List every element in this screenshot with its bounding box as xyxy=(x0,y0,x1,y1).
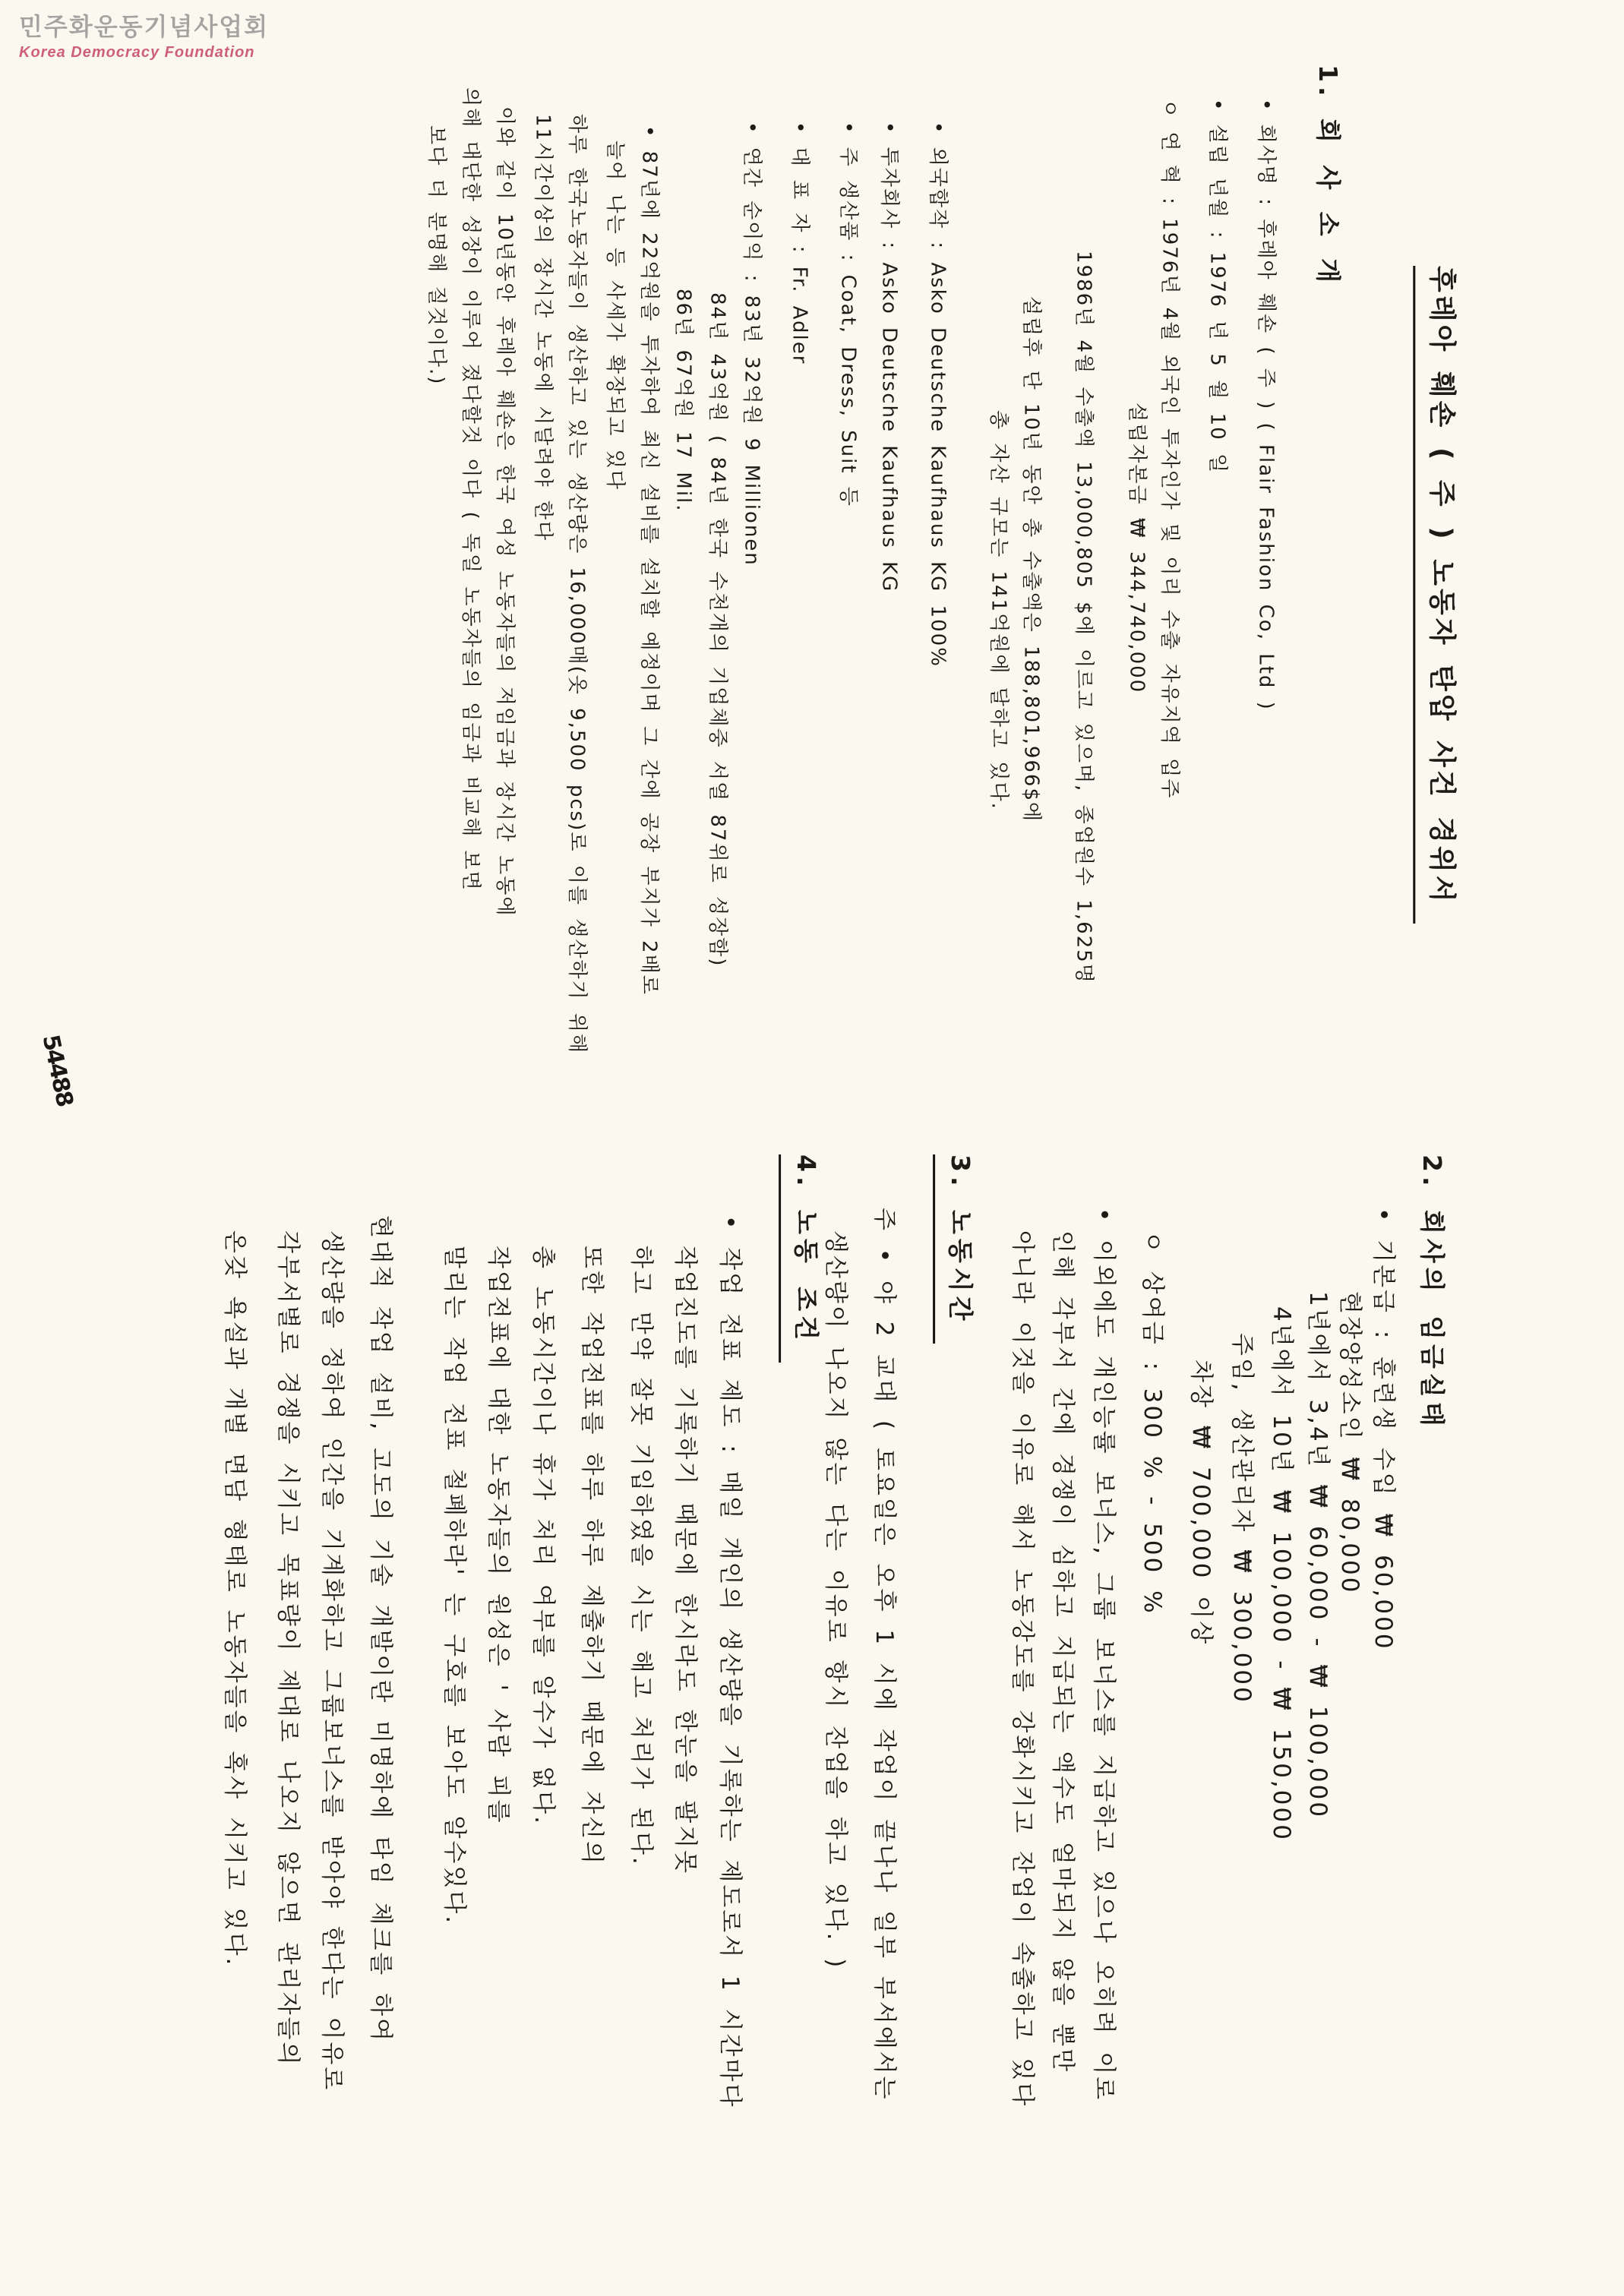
document-line: ㅇ 상여금 : 300 % - 500 % xyxy=(1138,1230,1166,1615)
document-line: 4년에서 10년 ₩ 100,000 - ₩ 150,000 xyxy=(1267,1306,1295,1842)
document-line: 1986년 4월 수출액 13,000,805 $에 이르고 있으며, 종업원수 1,625명 xyxy=(1072,251,1095,984)
document-line: 하고 만약 잘못 기입하였을 시는 해고 처리가 된다. xyxy=(627,1246,655,1867)
section-heading-4: 4. 노동 조건 xyxy=(779,1154,826,1363)
document-line: 늘어 나는 등 사세가 확장되고 있다 xyxy=(603,141,627,491)
document-line: • 대 표 자 : Fr. Adler xyxy=(788,122,811,365)
document-line: • 87년에 22억원을 투자하여 최신 설비를 설치할 예정이며 그 간에 공장 부지가 2배로 xyxy=(637,125,661,996)
document-line: • 기본급 : 훈련생 수입 ₩ 60,000 xyxy=(1369,1208,1397,1651)
document-line: • 설립 년월 : 1976 년 5 월 10 일 xyxy=(1205,99,1229,475)
document-line: 차장 ₩ 700,000 이상 xyxy=(1186,1360,1215,1647)
document-line: • 외국합작 : Asko Deutsche Kaufhaus KG 100% xyxy=(926,122,949,668)
archive-number: 54488 xyxy=(36,1032,78,1108)
document-line: 현장양성소인 ₩ 80,000 xyxy=(1335,1291,1363,1595)
document-line: 총 노동시간이나 휴가 처리 여부를 알수가 없다. xyxy=(529,1246,557,1826)
document-line: 1년에서 3,4년 ₩ 60,000 - ₩ 100,000 xyxy=(1303,1291,1332,1820)
document-title: 후레아 훼숀 ( 주 ) 노동자 탄압 사건 경위서 xyxy=(1413,266,1463,924)
document-line: 11시간이상의 장시간 노동에 시달려야 한다 xyxy=(531,114,554,542)
document-line: 86년 67억원 17 Mil. xyxy=(671,289,695,513)
document-line: 작업전표에 대한 노동자들의 원성은 ' 사람 피를 xyxy=(484,1246,512,1825)
document-line: 설립후 단 10년 동안 총 수출액은 188,801,966$에 xyxy=(1019,296,1043,823)
document-line: 작업진도를 기록하기 때문에 한시라도 한눈을 팔지못 xyxy=(671,1246,699,1876)
document-line: 각부서별로 경쟁을 시키고 목표량이 제대로 나오지 않으면 관리자들의 xyxy=(273,1230,302,2067)
document-line: 주임, 생산관리자 ₩ 300,000 xyxy=(1227,1333,1256,1704)
document-line: 의해 대단한 성장이 이루어 졌다할것 이다 ( 독일 노동자들의 임금과 비교해 보면 xyxy=(459,87,482,892)
document-line: 이와 같이 10년동안 후레아 훼숀은 한국 여성 노동자들의 저임금과 장시간 노동에 xyxy=(493,106,517,917)
document-line: 생산량을 정하여 인간을 기계화하고 그룹보너스를 받아야 한다는 이유로 xyxy=(318,1230,346,2092)
document-line: 온갖 욕설과 개별 면담 형태로 노동자들을 혹사 시키고 있다. xyxy=(220,1230,248,1968)
document-line: 또한 작업전표를 하루 하루 제출하기 때문에 자신의 xyxy=(577,1246,605,1866)
document-line: 설립자본금 ₩ 344,740,000 xyxy=(1125,403,1148,694)
document-line: • 연간 순이익 : 83년 32억원 9 Millionen xyxy=(740,122,763,567)
foundation-logo-korean: 민주화운동기념사업회 xyxy=(19,12,270,41)
section-heading-3: 3. 노동시간 xyxy=(933,1154,980,1344)
document-line: 아니라 이것을 이유로 해서 노동강도를 강화시키고 잔업이 속출하고 있다 xyxy=(1008,1230,1036,2108)
document-line: 말리는 작업 전표 철폐하라' 는 구호를 보아도 알수있다. xyxy=(440,1246,468,1926)
document-line: ㅇ 연 혁 : 1976년 4월 외국인 투자인가 및 이리 수출 자유지역 입주 xyxy=(1158,99,1181,800)
section-heading-1: 1. 회 사 소 개 xyxy=(1313,65,1343,287)
document-line: • 작업 전표 제도 : 매일 개인의 생산량을 기록하는 제도로서 1 시간마다 xyxy=(716,1215,744,2109)
document-line: • 이외에도 개인능률 보너스, 그룹 보너스를 지급하고 있으나 오히려 이로 xyxy=(1089,1208,1117,2102)
document-line: 현대적 작업 설비, 고도의 기술 개발이란 미명하에 타임 체크를 하여 xyxy=(366,1215,394,2044)
document-line: • 투자회사 : Asko Deutsche Kaufhaus KG xyxy=(877,122,901,593)
document-line: 보다 더 분명해 질것이다.) xyxy=(425,125,448,386)
document-line: • 회사명 : 후레아 훼숀 ( 주 ) ( Flair Fashion Co, Ltd ) xyxy=(1254,99,1278,711)
document-line: 인해 각부서 간에 경쟁이 심하고 지급되는 액수도 얼마되지 않을 뿐만 xyxy=(1048,1230,1076,2074)
section-heading-2: 2. 회사의 임금실태 xyxy=(1417,1154,1447,1431)
document-line: 생산량이 나오지 않는 다는 이유로 항시 잔업을 하고 있다. ) xyxy=(821,1230,849,1970)
document-line: 84년 43억원 ( 84년 한국 수천개의 기업체중 서열 87위로 성장함) xyxy=(706,292,729,968)
document-line: • 주 생산품 : Coat, Dress, Suit 등 xyxy=(836,122,860,507)
foundation-logo-english: Korea Democracy Foundation xyxy=(19,44,255,61)
document-line: 하루 한국노동자들이 생산하고 있는 생산량은 16,000매(옷 9,500 pcs)로 이를 생산하기 위해 xyxy=(565,114,589,1055)
document-line: 총 자산 규모는 141억원에 달하고 있다. xyxy=(987,410,1010,810)
document-line: 주 • 야 2 교대 ( 토요일은 오후 1 시에 작업이 끝나나 일부 부서에서는 xyxy=(870,1208,898,2102)
